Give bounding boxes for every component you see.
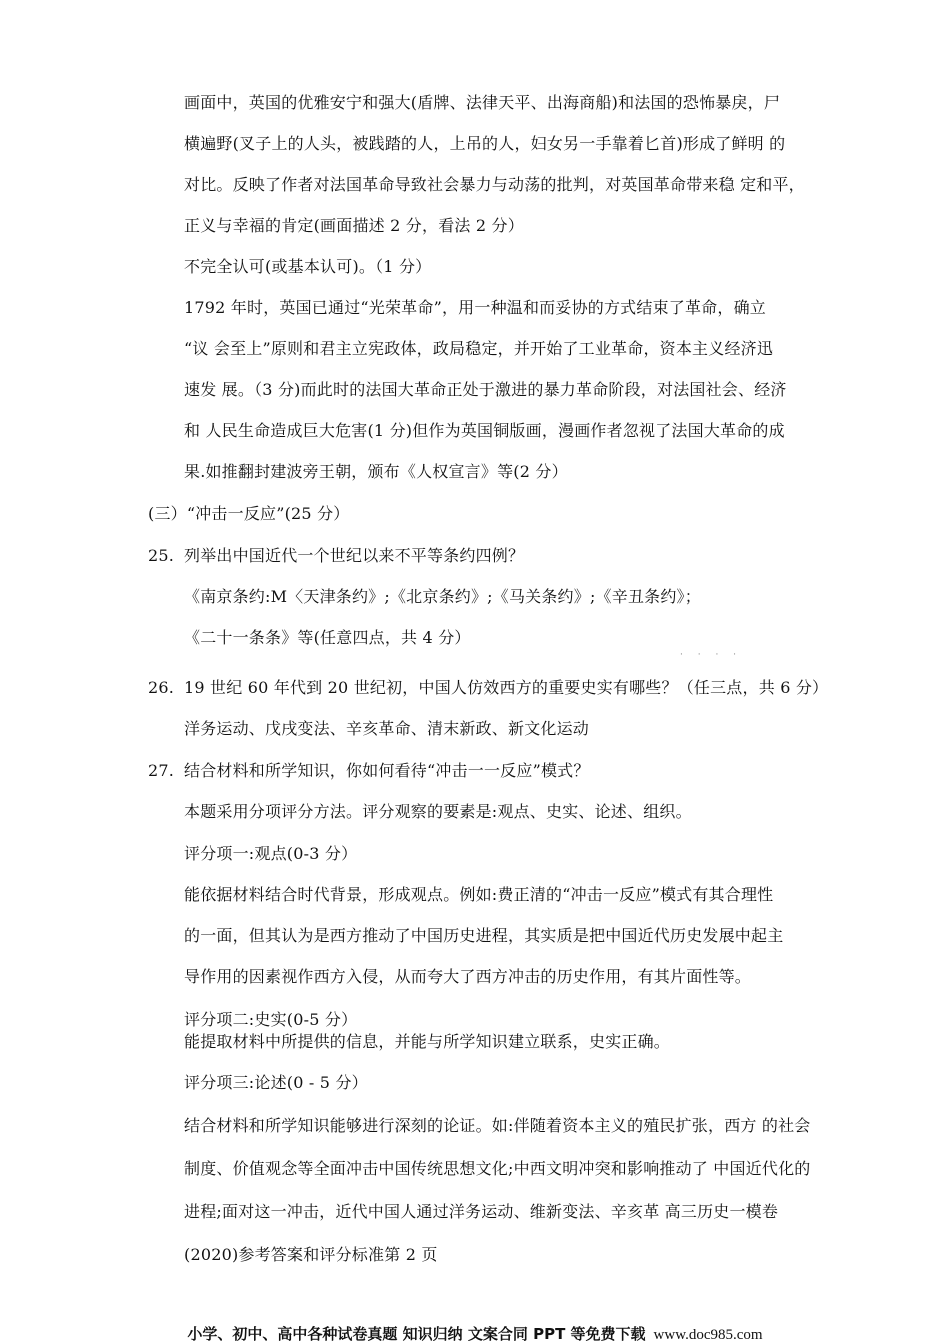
scoring-line: 结合材料和所学知识能够进行深刻的论证。如:伴随着资本主义的殖民扩张，西方 的社会 <box>184 1116 811 1135</box>
answer-paragraph-line: 和 人民生命造成巨大危害(1 分)但作为英国铜版画，漫画作者忽视了法国大革命的成 <box>184 421 785 440</box>
scan-marks: · · · · <box>680 650 743 660</box>
answer-line: 洋务运动、戊戌变法、辛亥革命、清末新政、新文化运动 <box>184 719 590 738</box>
scoring-line: 的一面，但其认为是西方推动了中国历史进程，其实质是把中国近代历史发展中起主 <box>184 926 784 945</box>
scoring-line: 能依据材料结合时代背景，形成观点。例如:费正清的“冲击一反应”模式有其合理性 <box>184 885 774 904</box>
footer-text: 小学、初中、高中各种试卷真题 知识归纳 文案合同 PPT 等免费下载 <box>187 1325 646 1343</box>
question-number: 25. <box>148 546 175 565</box>
scoring-intro: 本题采用分项评分方法。评分观察的要素是:观点、史实、论述、组织。 <box>184 802 692 821</box>
answer-paragraph-line: 对比。反映了作者对法国革命导致社会暴力与动荡的批判，对英国革命带来稳 定和平， <box>184 175 805 194</box>
answer-paragraph-line: 画面中，英国的优雅安宁和强大(盾牌、法律天平、出海商船)和法国的恐怖暴戾，尸 <box>184 93 781 112</box>
answer-line: 《南京条约:M〈天津条约》;《北京条约》;《马关条约》;《辛丑条约》； <box>184 587 701 606</box>
answer-line: 《二十一条条》等(任意四点，共 4 分） <box>184 628 471 647</box>
scoring-item-heading: 评分项三:论述(0 - 5 分） <box>184 1073 368 1092</box>
answer-paragraph: 不完全认可(或基本认可)。（1 分） <box>184 257 432 276</box>
answer-paragraph-line: “议 会至上”原则和君主立宪政体，政局稳定，并开始了工业革命，资本主义经济迅 <box>184 339 774 358</box>
answer-paragraph-line: 横遍野(叉子上的人头，被践踏的人，上吊的人，妇女另一手靠着匕首)形成了鲜明 的 <box>184 134 786 153</box>
scoring-line: 导作用的因素视作西方入侵，从而夸大了西方冲击的历史作用，有其片面性等。 <box>184 967 752 986</box>
footer-banner <box>0 1323 950 1344</box>
scoring-line: 能提取材料中所提供的信息，并能与所学知识建立联系，史实正确。 <box>184 1032 671 1051</box>
answer-paragraph-line: 1792 年时，英国已通过“光荣革命”，用一种温和而妥协的方式结束了革命，确立 <box>184 298 766 317</box>
section-heading: (三）“冲击一反应”(25 分） <box>148 504 350 523</box>
scoring-line: (2020)参考答案和评分标准第 2 页 <box>184 1245 438 1264</box>
scoring-item-heading: 评分项二:史实(0-5 分） <box>184 1010 358 1029</box>
question-text: 19 世纪 60 年代到 20 世纪初，中国人仿效西方的重要史实有哪些？（任三点，共 6 分） <box>184 678 829 697</box>
scoring-item-heading: 评分项一:观点(0-3 分） <box>184 844 358 863</box>
question-number: 26. <box>148 678 175 697</box>
scoring-line: 进程;面对这一冲击，近代中国人通过洋务运动、维新变法、辛亥革 高三历史一模卷 <box>184 1202 779 1221</box>
question-text: 列举出中国近代一个世纪以来不平等条约四例？ <box>184 546 525 565</box>
answer-paragraph-line: 果.如推翻封建波旁王朝，颁布《人权宣言》等(2 分） <box>184 462 568 481</box>
answer-paragraph-line: 正义与幸福的肯定(画面描述 2 分，看法 2 分） <box>184 216 524 235</box>
footer-url[interactable]: www.doc985.com <box>653 1327 763 1343</box>
question-text: 结合材料和所学知识，你如何看待“冲击一一反应”模式？ <box>184 761 590 780</box>
answer-paragraph-line: 速发 展。（3 分)而此时的法国大革命正处于激进的暴力革命阶段，对法国社会、经济 <box>184 380 787 399</box>
scoring-line: 制度、价值观念等全面冲击中国传统思想文化;中西文明冲突和影响推动了 中国近代化的 <box>184 1159 811 1178</box>
question-number: 27. <box>148 761 175 780</box>
